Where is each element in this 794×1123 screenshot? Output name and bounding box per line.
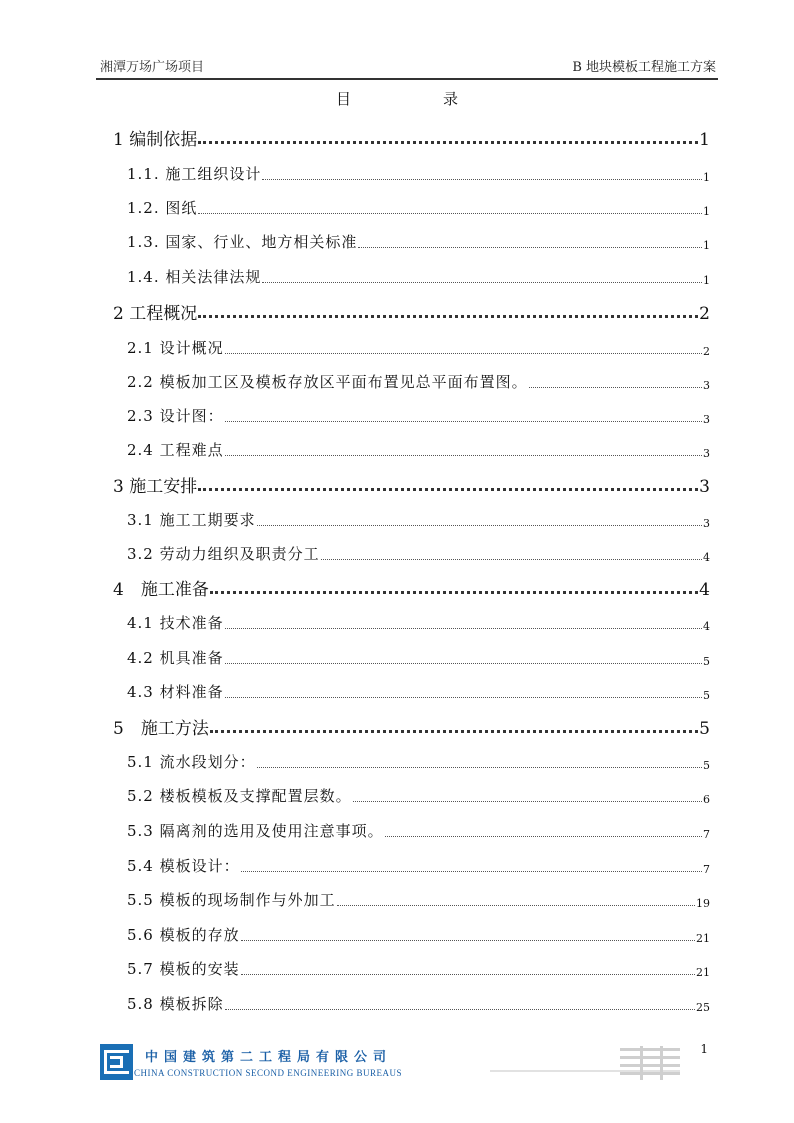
toc-entry[interactable] xyxy=(0,440,794,460)
toc-entry-label: 2.2 模板加工区及模板存放区平面布置见总平面布置图。 xyxy=(127,373,528,391)
dot-leader xyxy=(529,387,702,388)
toc-entry-page: 5 xyxy=(703,759,710,772)
toc-entry-label: 5 施工方法 xyxy=(113,719,209,739)
toc-entry-page: 5 xyxy=(703,689,710,702)
toc-entry[interactable] xyxy=(0,372,794,392)
toc-entry-page: 19 xyxy=(696,897,710,910)
toc-entry-page: 5 xyxy=(699,719,710,739)
toc-entry-label: 4.2 机具准备 xyxy=(127,649,224,667)
toc-heading xyxy=(0,88,794,109)
toc-entry-page: 1 xyxy=(703,171,710,184)
toc-entry[interactable] xyxy=(0,475,794,497)
toc-entry-page: 5 xyxy=(703,655,710,668)
dot-leader xyxy=(225,697,702,698)
dot-leader xyxy=(321,559,702,560)
cscec-logo-icon xyxy=(100,1044,133,1080)
toc-entry[interactable] xyxy=(0,856,794,876)
toc-entry-page: 21 xyxy=(696,966,710,979)
toc-entry-label: 4.3 材料准备 xyxy=(127,683,224,701)
dot-leader xyxy=(225,1009,695,1010)
toc-entry-page: 4 xyxy=(699,580,710,600)
toc-entry-label: 2.4 工程难点 xyxy=(127,441,224,459)
toc-entry-label: 1.1. 施工组织设计 xyxy=(127,165,262,183)
company-name-cn: 中国建筑第二工程局有限公司 xyxy=(145,1050,393,1065)
page-footer xyxy=(100,1044,720,1084)
toc-entry[interactable] xyxy=(0,510,794,530)
toc-entry[interactable] xyxy=(0,198,794,218)
toc-entry-page: 3 xyxy=(703,517,710,530)
dot-leader xyxy=(198,488,698,491)
dot-leader xyxy=(225,663,702,664)
dot-leader xyxy=(385,836,702,837)
dot-leader xyxy=(225,628,702,629)
toc-entry-label: 3.2 劳动力组织及职责分工 xyxy=(127,545,320,563)
toc-entry-label: 5.1 流水段划分： xyxy=(127,753,256,771)
toc-entry[interactable] xyxy=(0,128,794,150)
dot-leader xyxy=(210,730,698,733)
toc-entry-label: 1.2. 图纸 xyxy=(127,199,198,217)
toc-entry-page: 1 xyxy=(703,274,710,287)
toc-entry-page: 3 xyxy=(703,379,710,392)
dot-leader xyxy=(262,179,702,180)
toc-entry-page: 1 xyxy=(703,205,710,218)
toc-entry[interactable] xyxy=(0,164,794,184)
toc-entry-label: 5.5 模板的现场制作与外加工 xyxy=(127,891,336,909)
toc-entry-label: 2.1 设计概况 xyxy=(127,339,224,357)
toc-entry-label: 1.4. 相关法律法规 xyxy=(127,268,262,286)
toc-entry[interactable] xyxy=(0,994,794,1014)
toc-entry[interactable] xyxy=(0,232,794,252)
document-title: B 地块模板工程施工方案 xyxy=(572,60,716,75)
dot-leader xyxy=(257,525,702,526)
toc-entry-label: 1 编制依据 xyxy=(113,130,198,150)
toc-entry[interactable] xyxy=(0,890,794,910)
toc-entry[interactable] xyxy=(0,959,794,979)
toc-entry-label: 5.3 隔离剂的选用及使用注意事项。 xyxy=(127,822,384,840)
toc-entry-page: 3 xyxy=(703,447,710,460)
toc-entry-page: 3 xyxy=(703,413,710,426)
toc-entry[interactable] xyxy=(0,302,794,324)
toc-entry-page: 4 xyxy=(703,551,710,564)
dot-leader xyxy=(225,455,702,456)
toc-entry[interactable] xyxy=(0,821,794,841)
toc-entry-label: 5.6 模板的存放 xyxy=(127,926,240,944)
toc-entry-label: 1.3. 国家、行业、地方相关标准 xyxy=(127,233,358,251)
toc-entry[interactable] xyxy=(0,648,794,668)
toc-entry-page: 2 xyxy=(699,304,710,324)
dot-leader xyxy=(210,591,698,594)
toc-entry-page: 21 xyxy=(696,932,710,945)
toc-entry[interactable] xyxy=(0,717,794,739)
toc-entry[interactable] xyxy=(0,544,794,564)
toc-heading-char-2: 录 xyxy=(443,90,459,108)
toc-entry[interactable] xyxy=(0,613,794,633)
toc-entry-page: 1 xyxy=(703,239,710,252)
toc-entry-page: 2 xyxy=(703,345,710,358)
dot-leader xyxy=(257,767,702,768)
toc-entry-label: 4 施工准备 xyxy=(113,580,209,600)
toc-entry[interactable] xyxy=(0,752,794,772)
decorative-stripes xyxy=(490,1046,690,1080)
toc-entry-label: 5.2 楼板模板及支撑配置层数。 xyxy=(127,787,352,805)
toc-entry-label: 2.3 设计图： xyxy=(127,407,224,425)
dot-leader xyxy=(198,213,702,214)
toc-entry[interactable] xyxy=(0,786,794,806)
toc-entry-label: 2 工程概况 xyxy=(113,304,198,324)
dot-leader xyxy=(225,353,702,354)
toc-entry-label: 5.4 模板设计： xyxy=(127,857,240,875)
project-name: 湘潭万场广场项目 xyxy=(100,60,205,75)
dot-leader xyxy=(241,940,695,941)
toc-heading-char-1: 目 xyxy=(335,90,351,108)
dot-leader xyxy=(225,421,702,422)
toc-entry[interactable] xyxy=(0,267,794,287)
toc-entry-page: 3 xyxy=(699,477,710,497)
company-name-en: CHINA CONSTRUCTION SECOND ENGINEERING BUREAUS xyxy=(134,1068,403,1078)
dot-leader xyxy=(353,801,702,802)
toc-entry[interactable] xyxy=(0,578,794,600)
toc-entry-label: 5.7 模板的安装 xyxy=(127,960,240,978)
dot-leader xyxy=(241,871,702,872)
toc-entry[interactable] xyxy=(0,925,794,945)
toc-entry-page: 25 xyxy=(696,1001,710,1014)
toc-entry-page: 7 xyxy=(703,863,710,876)
toc-entry-label: 3 施工安排 xyxy=(113,477,198,497)
toc-entry-label: 3.1 施工工期要求 xyxy=(127,511,256,529)
page-header xyxy=(96,56,718,80)
toc-entry-page: 1 xyxy=(699,130,710,150)
toc-entry-page: 4 xyxy=(703,620,710,633)
toc-entry[interactable] xyxy=(0,682,794,702)
dot-leader xyxy=(337,905,695,906)
dot-leader xyxy=(198,141,698,144)
dot-leader xyxy=(198,315,698,318)
dot-leader xyxy=(262,282,702,283)
page-number: 1 xyxy=(700,1042,708,1056)
dot-leader xyxy=(358,247,702,248)
toc-entry-page: 6 xyxy=(703,793,710,806)
toc-entry[interactable] xyxy=(0,406,794,426)
toc-entry-label: 4.1 技术准备 xyxy=(127,614,224,632)
toc-entry-page: 7 xyxy=(703,828,710,841)
toc-entry[interactable] xyxy=(0,338,794,358)
toc-entry-label: 5.8 模板拆除 xyxy=(127,995,224,1013)
dot-leader xyxy=(241,974,695,975)
